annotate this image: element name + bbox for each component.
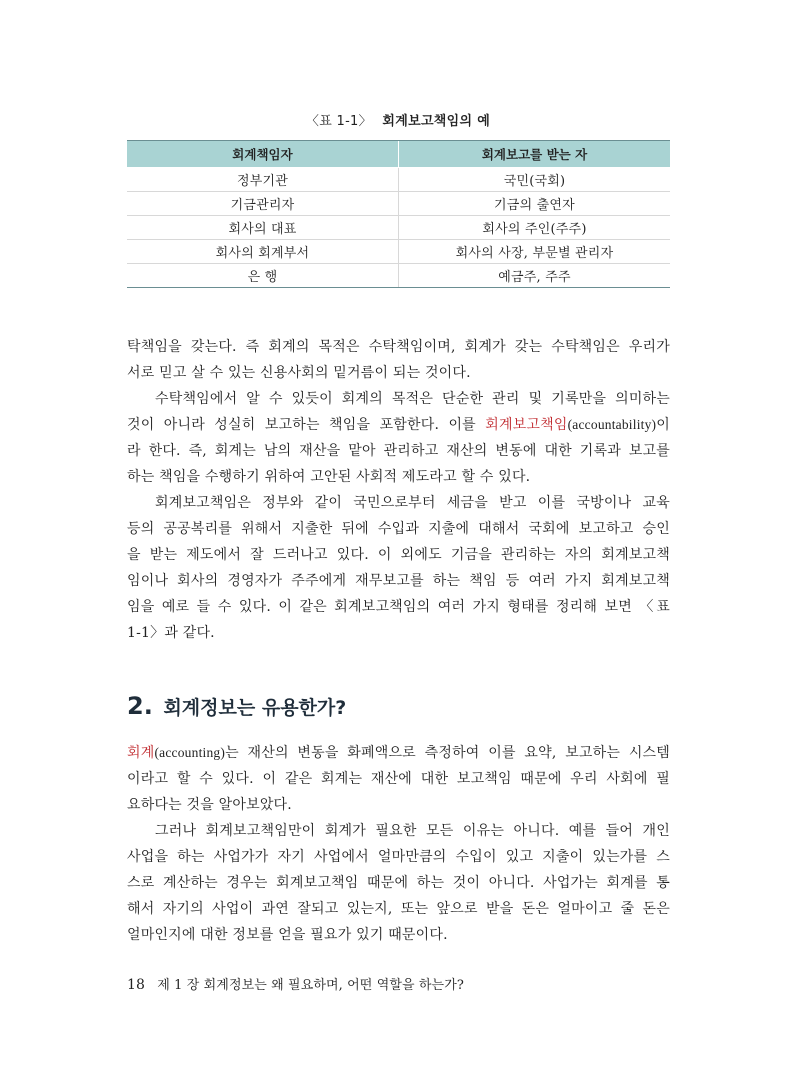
table-row: [127, 192, 670, 216]
text-run: 는 재산의 변동을 화폐액으로 측정하여 이를 요약, 보고하는 시스템: [225, 745, 670, 761]
table-cell: 회사의 회계부서: [127, 240, 399, 264]
text-line: 1-1〉과 같다.: [127, 625, 215, 641]
text-line: 회계보고책임은 정부와 같이 국민으로부터 세금을 받고 이를 국방이나 교육: [155, 495, 670, 511]
text-line: 얼마인지에 대한 정보를 얻을 필요가 있기 때문이다.: [127, 927, 448, 943]
responsibility-table: [127, 140, 670, 288]
text-line: 이라고 할 수 있다. 이 같은 회계는 재산에 대한 보고책임 때문에 우리 사회에 필: [127, 771, 670, 787]
text-line: 수탁책임에서 알 수 있듯이 회계의 목적은 단순한 관리 및 기록만을 의미하는: [155, 391, 670, 407]
text-line: [127, 412, 670, 438]
table-header-row: [127, 141, 670, 168]
table-header-cell: 회계책임자: [127, 141, 399, 168]
section-heading: [127, 692, 346, 720]
table-cell: 은 행: [127, 264, 399, 288]
text-line: 하는 책임을 수행하기 위하여 고안된 사회적 제도라고 할 수 있다.: [127, 469, 531, 485]
text-line: 탁책임을 갖는다. 즉 회계의 목적은 수탁책임이며, 회계가 갖는 수탁책임은 우리가: [127, 339, 670, 355]
text-line: 임을 예로 들 수 있다. 이 같은 회계보고책임의 여러 가지 형태를 정리해 보면 〈표: [127, 599, 670, 615]
table-caption-title: 회계보고책임의 예: [382, 114, 491, 129]
table-cell: 회사의 대표: [127, 216, 399, 240]
body-paragraph-1: [127, 334, 670, 646]
text-line: 스로 계산하는 경우는 회계보고책임 때문에 하는 것이 아니다. 사업가는 회계를 통: [127, 875, 670, 891]
table-cell: 국민(국회): [399, 168, 671, 192]
table-caption: [0, 110, 796, 129]
body-paragraph-2: [127, 740, 670, 948]
term-english: (accountability): [567, 417, 657, 432]
text-line: 임이나 회사의 경영자가 주주에게 재무보고를 하는 책임 등 여러 가지 회계보고책: [127, 573, 670, 589]
text-run: 것이 아니라 성실히 보고하는 책임을 포함한다. 이를: [127, 417, 486, 433]
text-line: 사업을 하는 사업가가 자기 사업에서 얼마만큼의 수입이 있고 지출이 있는가를 스: [127, 849, 670, 865]
text-line: 을 받는 제도에서 잘 드러나고 있다. 이 외에도 기금을 관리하는 자의 회계보고책: [127, 547, 670, 563]
text-line: 등의 공공복리를 위해서 지출한 뒤에 수입과 지출에 대해서 국회에 보고하고 승인: [127, 521, 670, 537]
text-line: 라 한다. 즉, 회계는 남의 재산을 맡아 관리하고 재산의 변동에 대한 기록과 보고를: [127, 443, 670, 459]
term-accountability: 회계보고책임: [485, 417, 568, 433]
chapter-title: 제 1 장 회계정보는 왜 필요하며, 어떤 역할을 하는가?: [157, 978, 464, 993]
table-row: [127, 264, 670, 288]
text-line: [127, 740, 670, 766]
text-line: 서로 믿고 살 수 있는 신용사회의 밑거름이 되는 것이다.: [127, 365, 471, 381]
table-cell: 예금주, 주주: [399, 264, 671, 288]
table-cell: 기금관리자: [127, 192, 399, 216]
table-cell: 정부기관: [127, 168, 399, 192]
section-title: 회계정보는 유용한가?: [163, 697, 347, 719]
text-line: 해서 자기의 사업이 과연 잘되고 있는지, 또는 앞으로 받을 돈은 얼마이고 줄 돈은: [127, 901, 670, 917]
table-cell: 회사의 사장, 부문별 관리자: [399, 240, 671, 264]
table-row: [127, 216, 670, 240]
table-row: [127, 168, 670, 192]
table-cell: 기금의 출연자: [399, 192, 671, 216]
text-line: 그러나 회계보고책임만이 회계가 필요한 모든 이유는 아니다. 예를 들어 개인: [155, 823, 670, 839]
term-accounting: 회계: [127, 745, 155, 761]
text-line: 요하다는 것을 알아보았다.: [127, 797, 292, 813]
table-cell: 회사의 주인(주주): [399, 216, 671, 240]
page-footer: [127, 974, 464, 993]
table-caption-number: 〈표 1-1〉: [305, 114, 372, 129]
text-run: 이: [656, 417, 670, 433]
page-number: 18: [127, 977, 146, 993]
term-english: (accounting): [154, 745, 226, 760]
table-row: [127, 240, 670, 264]
section-number: 2.: [127, 692, 153, 720]
table-header-cell: 회계보고를 받는 자: [399, 141, 671, 168]
